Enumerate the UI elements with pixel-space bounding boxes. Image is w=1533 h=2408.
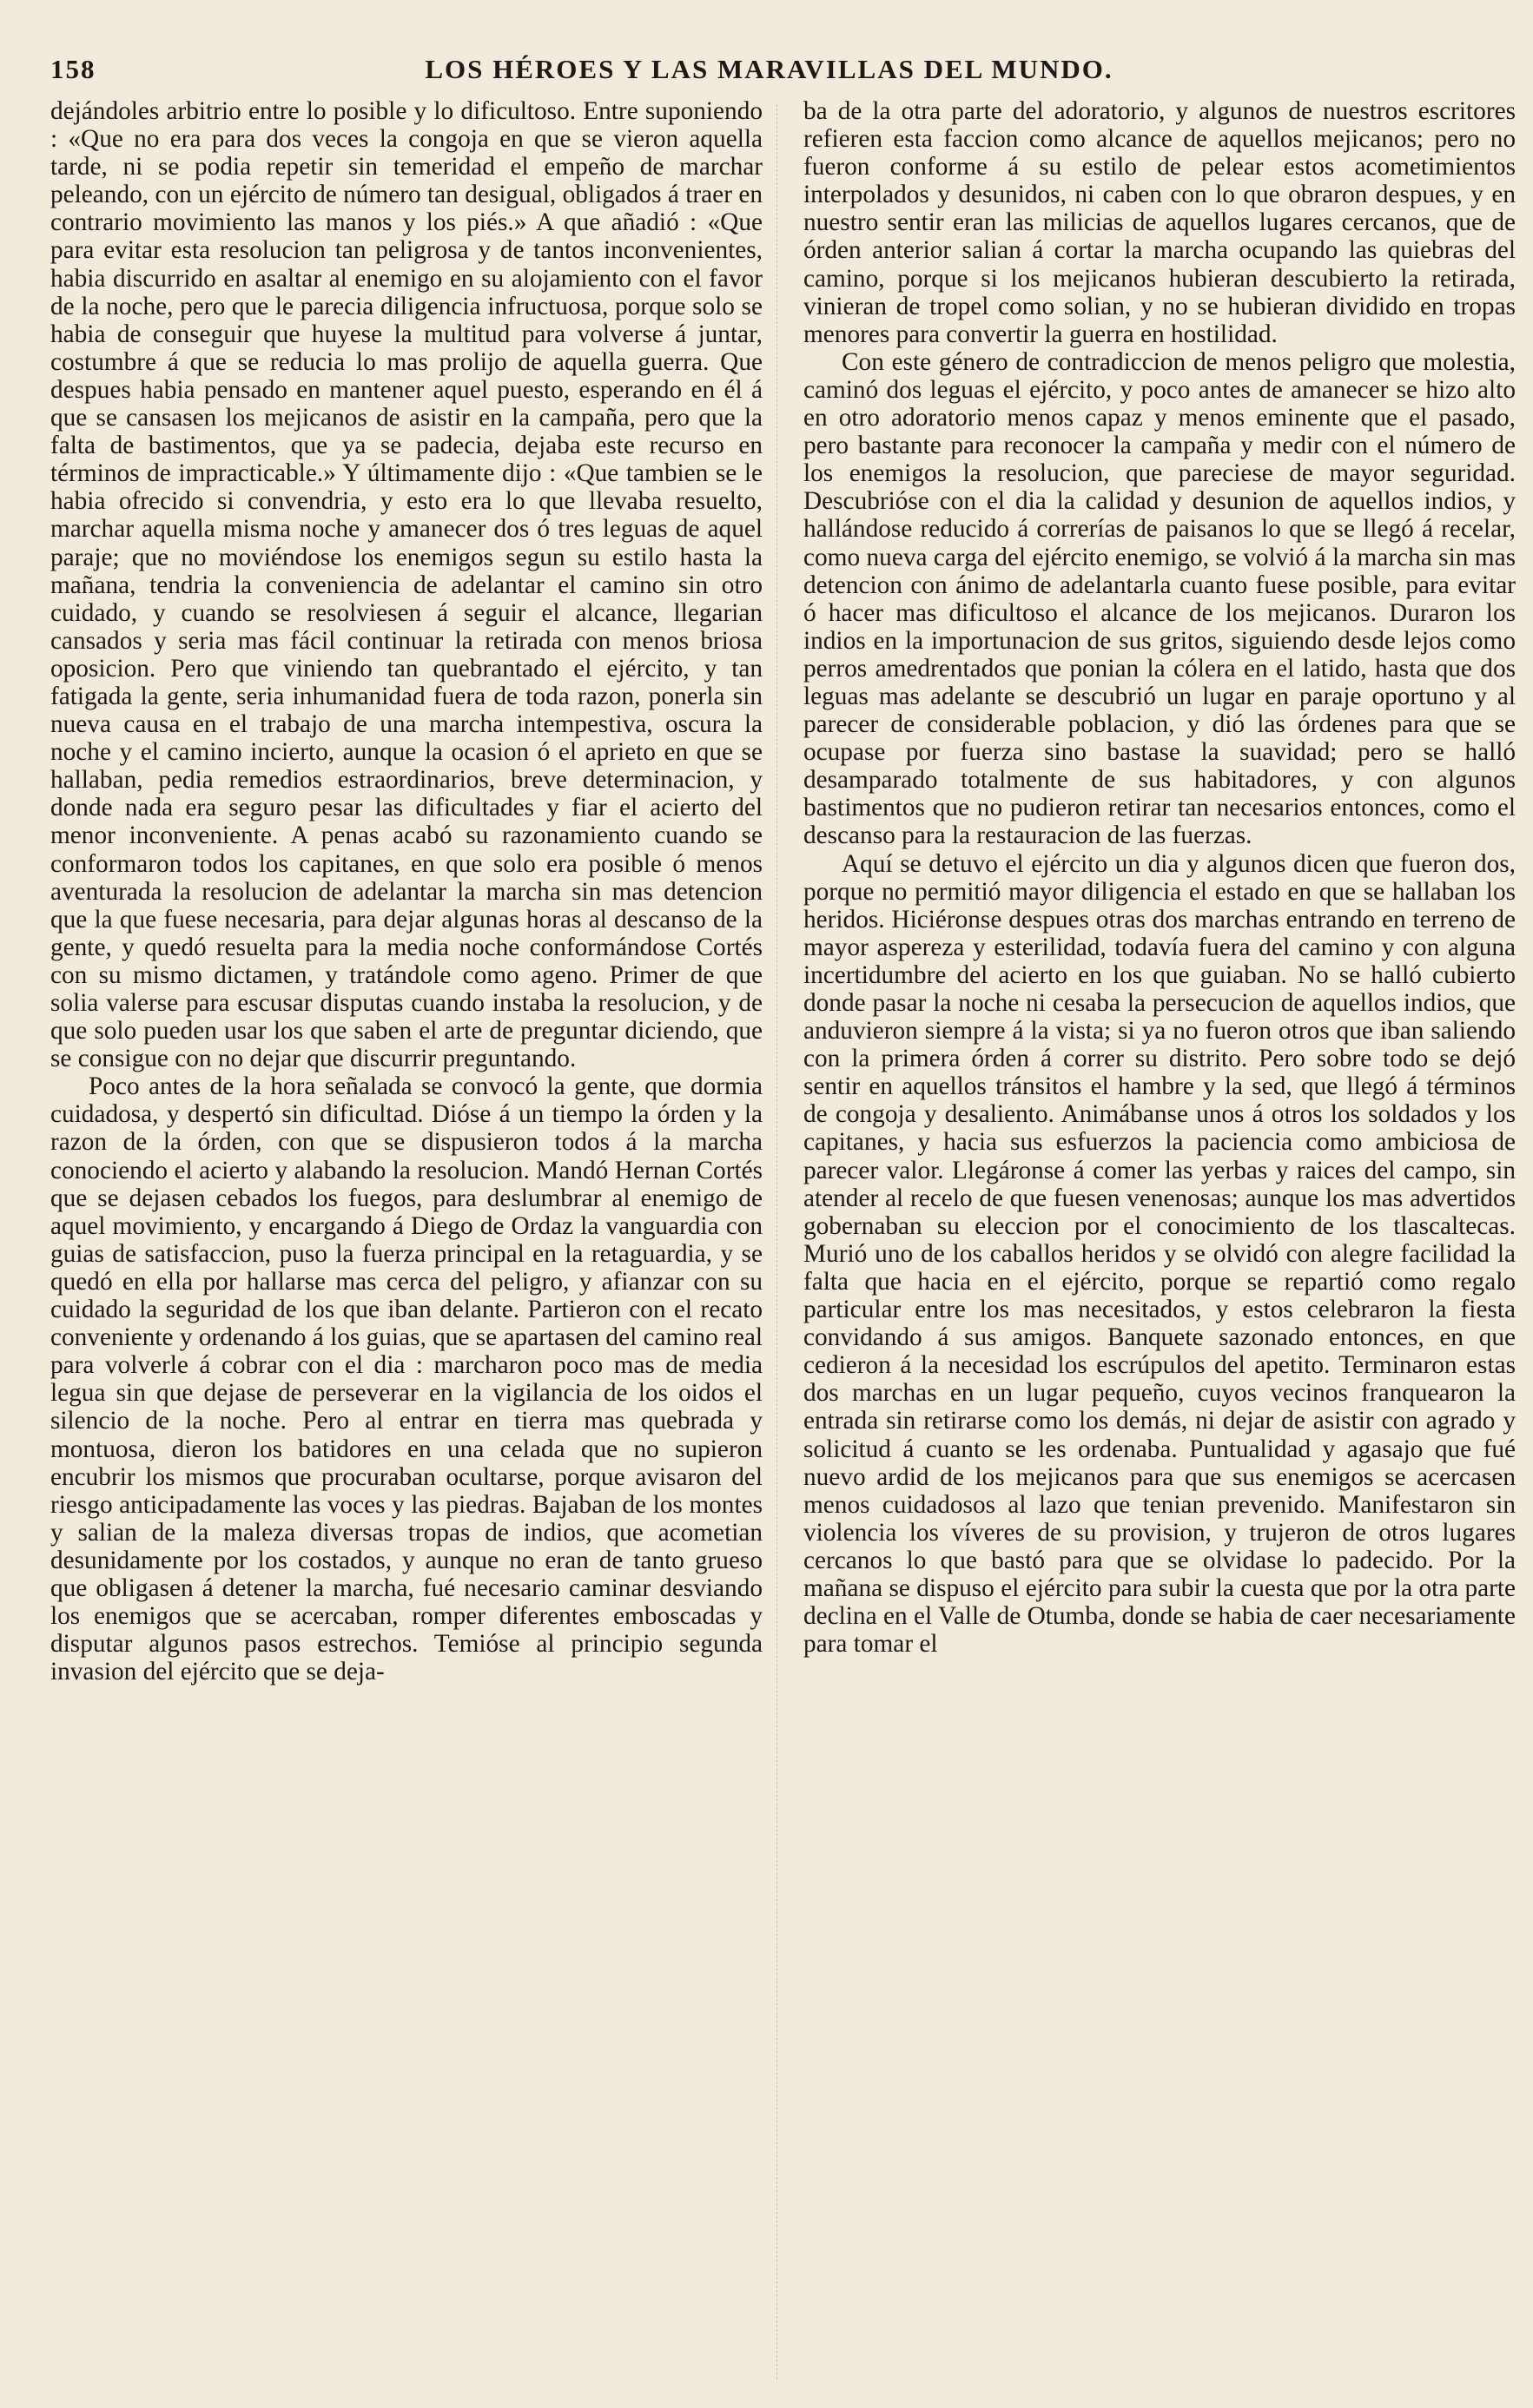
left-paragraph-2: Poco antes de la hora señalada se convocó la gente, que dormia cuidadosa, y despertó sin dificultad. Dióse á un tiempo la órden y la razon de la órden, con que se dispusieron todos á la marcha conociendo el acierto y alabando la resolucion. Mandó Hernan Cortés que se dejasen cebados los fuegos, para deslumbrar al enemigo de aquel movimiento, y encargando á Diego de Ordaz la vanguardia con guias de satisfaccion, puso la fuerza principal en la retaguardia, y se quedó en ella por hallarse mas cerca del peligro, y afianzar con su cuidado la seguridad de los que iban delante. Partieron con el recato conveniente y ordenando á los guias, que se apartasen del camino real para volverle á cobrar con el dia : marcharon poco mas de media legua sin que dejase de perseverar en la vigilancia de los oidos el silencio de la noche. Pero al entrar en tierra mas quebrada y montuosa, dieron los batidores en una celada que no supieron encubrir los mismos que procuraban ocultarse, porque avisaron del riesgo anticipadamente las voces y las piedras. Bajaban de los montes y salian de la maleza diversas tropas de indios, que acometian desunidamente por los costados, y aunque no eran de tanto grueso que obligasen á detener la marcha, fué necesario caminar desviando los enemigos que se acercaban, romper diferentes emboscadas y disputar algunos pasos estrechos. Temióse al principio segunda invasion del ejército que se deja- [50,1072,763,1686]
right-paragraph-3: Aquí se detuvo el ejército un dia y algunos dicen que fueron dos, porque no permitió mayor diligencia el estado en que se hallaban los heridos. Hiciéronse despues otras dos marchas entrando en terreno de mayor aspereza y esterilidad, todavía fuera del camino y con alguna incertidumbre del acierto en los que guiaban. No se halló cubierto donde pasar la noche ni cesaba la persecucion de aquellos indios, que anduvieron siempre á la vista; si ya no fueron otros que iban saliendo con la primera órden á correr su distrito. Pero sobre todo se dejó sentir en aquellos tránsitos el hambre y la sed, que llegó á términos de congoja y desaliento. Animábanse unos á otros los soldados y los capitanes, y hacia sus esfuerzos la paciencia como ambiciosa de parecer valor. Llegáronse á comer las yerbas y raices del campo, sin atender al recelo de que fuesen venenosas; aunque los mas advertidos gobernaban su eleccion por el conocimiento de los tlascaltecas. Murió uno de los caballos heridos y se olvidó con alegre facilidad la falta que hacia en el ejército, porque se repartió como regalo particular entre los mas necesitados, y estos celebraron la fiesta convidando á sus amigos. Banquete sazonado entonces, en que cedieron á la necesidad los escrúpulos del apetito. Terminaron estas dos marchas en un lugar pequeño, cuyos vecinos franquearon la entrada sin retirarse como los demás, ni dejar de asistir con agrado y solicitud á cuanto se les ordenaba. Puntualidad y agasajo que fué nuevo ardid de los mejicanos para que sus enemigos se acercasen menos cuidadosos al lazo que tenian prevenido. Manifestaron sin violencia los víveres de su provision, y trujeron de otros lugares cercanos lo que bastó para que se olvidase lo padecido. Por la mañana se dispuso el ejército para subir la cuesta que por la otra parte declina en el Valle de Otumba, donde se habia de caer necesariamente para tomar el [803,849,1516,1659]
left-paragraph-1: dejándoles arbitrio entre lo posible y lo dificultoso. Entre suponiendo : «Que no era para dos veces la congoja en que se vieron aquella tarde, ni se podia repetir sin temeridad el empeño de marchar peleando, con un ejército de número tan desigual, obligados á traer en contrario movimiento las manos y los piés.» A que añadió : «Que para evitar esta resolucion tan peligrosa y de tantos inconvenientes, habia discurrido en asaltar al enemigo en su alojamiento con el favor de la noche, pero que le parecia diligencia infructuosa, porque solo se habia de conseguir que huyese la multitud para volverse á juntar, costumbre á que se reducia lo mas prolijo de aquella guerra. Que despues habia pensado en mantener aquel puesto, esperando en él á que se cansasen los mejicanos de asistir en la campaña, pero que la falta de bastimentos, que ya se padecia, dejaba este recurso en términos de impracticable.» Y últimamente dijo : «Que tambien se le habia ofrecido si convendria, y esto era lo que llevaba resuelto, marchar aquella misma noche y amanecer dos ó tres leguas de aquel paraje; que no moviéndose los enemigos segun su estilo hasta la mañana, tendria la conveniencia de adelantar el camino sin otro cuidado, y cuando se resolviesen á seguir el alcance, llegarian cansados y seria mas fácil continuar la retirada con menos briosa oposicion. Pero que viniendo tan quebrantado el ejército, y tan fatigada la gente, seria inhumanidad fuera de toda razon, ponerla sin nueva causa en el trabajo de una marcha intempestiva, oscura la noche y el camino incierto, aunque la ocasion ó el aprieto en que se hallaban, pedia remedios estraordinarios, breve determinacion, y donde nada era seguro pesar las dificultades y fiar el acierto del menor inconveniente. A penas acabó su razonamiento cuando se conformaron todos los capitanes, en que solo era posible ó menos aventurada la resolucion de adelantar la marcha sin mas detencion que la que fuese necesaria, para dejar algunas horas al descanso de la gente, y quedó resuelta para la media noche conformándose Cortés con su mismo dictamen, y tratándole como ageno. Primer de que solia valerse para escusar disputas cuando instaba la resolucion, y de que solo pueden usar los que saben el arte de preguntar diciendo, que se consigue con no dejar que discurrir preguntando. [50,97,763,1073]
left-column [50,97,763,2390]
right-column [803,97,1516,2390]
page-header [50,45,1488,97]
running-title: LOS HÉROES Y LAS MARAVILLAS DEL MUNDO. [425,54,1113,84]
right-paragraph-2: Con este género de contradiccion de menos peligro que molestia, caminó dos leguas el ejército, y poco antes de amanecer se hizo alto en otro adoratorio menos capaz y menos eminente que el pasado, pero bastante para reconocer la campaña y medir con el número de los enemigos la resolucion, que pareciese de mayor seguridad. Descubrióse con el dia la calidad y desunion de aquellos indios, y hallándose reducido á correrías de paisanos lo que se llegó á recelar, como nueva carga del ejército enemigo, se volvió á la marcha sin mas detencion con ánimo de adelantarla cuanto fuese posible, para evitar ó hacer mas dificultoso el alcance de los mejicanos. Duraron los indios en la importunacion de sus gritos, siguiendo desde lejos como perros amedrentados que ponian la cólera en el latido, hasta que dos leguas mas adelante se descubrió un lugar en paraje oportuno y al parecer de considerable poblacion, y dió las órdenes para que se ocupase por fuerza sino bastase la suavidad; pero se halló desamparado totalmente de sus habitadores, y con algunos bastimentos que no pudieron retirar tan necesarios entonces, como el descanso para la restauracion de las fuerzas. [803,347,1516,850]
right-paragraph-1: ba de la otra parte del adoratorio, y algunos de nuestros escritores refieren esta faccion como alcance de aquellos mejicanos; pero no fueron conforme á su estilo de pelear estos acometimientos interpolados y desunidos, ni caben con lo que obraron despues, y en nuestro sentir eran las milicias de aquellos lugares cercanos, que de órden anterior salian á cortar la marcha ocupando las quiebras del camino, porque si los mejicanos hubieran descubierto la retirada, vinieran de tropel como solian, y no se hubieran dividido en tropas menores para convertir la guerra en hostilidad. [803,97,1516,348]
column-divider [776,104,778,2379]
page-number: 158 [50,54,96,84]
